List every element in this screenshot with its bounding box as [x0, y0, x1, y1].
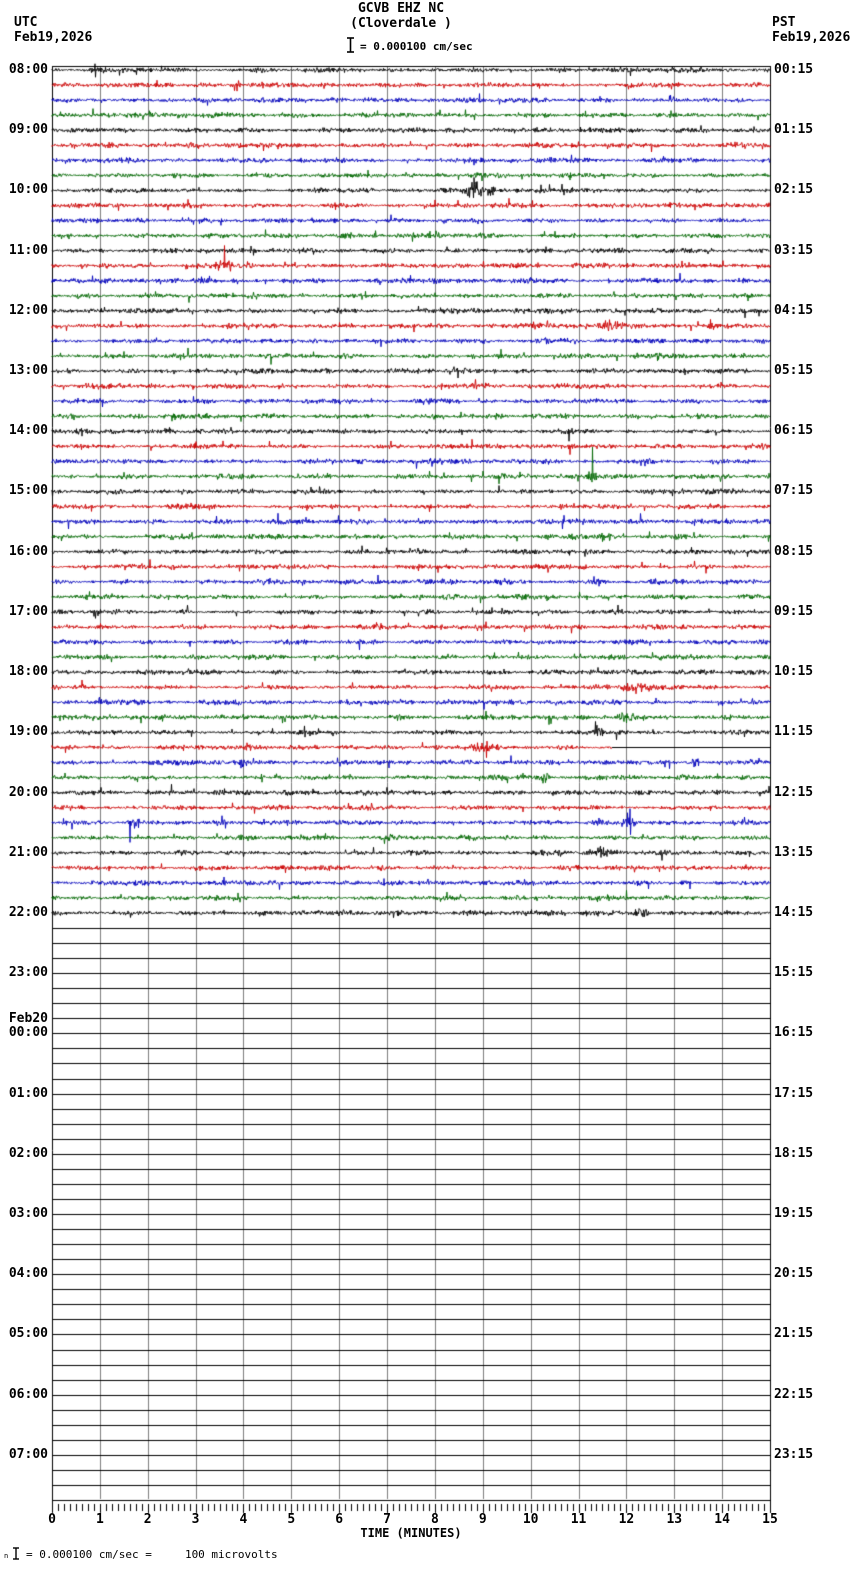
utc-hour-label: 08:00 [8, 62, 48, 77]
utc-hour-label: 03:00 [8, 1206, 48, 1222]
x-tick-label: 5 [287, 1512, 296, 1527]
pst-hour-label: 23:15 [774, 1446, 814, 1462]
utc-hour-label: 14:00 [8, 423, 48, 439]
pst-hour-label: 17:15 [774, 1085, 814, 1101]
pst-hour-label: 05:15 [774, 363, 814, 379]
pst-hour-label: 06:15 [774, 423, 814, 439]
utc-hour-label: 18:00 [8, 664, 48, 680]
right-date: Feb19,2026 [772, 30, 850, 45]
footer-ibeam-icon [12, 1547, 20, 1560]
utc-date-rollover-label: Feb20 [8, 1011, 48, 1027]
utc-hour-label: 20:00 [8, 784, 48, 800]
scale-label: = 0.000100 cm/sec [360, 40, 473, 53]
pst-hour-label: 12:15 [774, 784, 814, 800]
right-timezone: PST [772, 15, 796, 30]
left-timezone: UTC [14, 15, 38, 30]
footer-tiny-mark: n [4, 1552, 9, 1560]
utc-hour-label: 22:00 [8, 904, 48, 920]
pst-hour-label: 04:15 [774, 302, 814, 318]
utc-hour-label: 02:00 [8, 1145, 48, 1161]
scale-ibeam-icon [346, 37, 355, 53]
utc-hour-label: 06:00 [8, 1386, 48, 1402]
x-tick-label: 13 [666, 1512, 683, 1527]
pst-hour-label: 14:15 [774, 904, 814, 920]
utc-hour-label: 04:00 [8, 1266, 48, 1282]
x-tick-label: 3 [191, 1512, 200, 1527]
utc-hour-label: 07:00 [8, 1446, 48, 1462]
x-tick-label: 4 [239, 1512, 248, 1527]
utc-hour-label: 11:00 [8, 242, 48, 258]
utc-hour-label: 21:00 [8, 844, 48, 860]
pst-hour-label: 15:15 [774, 965, 814, 981]
utc-hour-label: 13:00 [8, 363, 48, 379]
pst-hour-label: 02:15 [774, 182, 814, 198]
x-tick-label: 0 [48, 1512, 56, 1527]
pst-hour-label: 01:15 [774, 122, 814, 138]
x-tick-label: 2 [143, 1512, 152, 1527]
x-tick-label: 11 [570, 1512, 587, 1527]
pst-hour-label: 21:15 [774, 1326, 814, 1342]
x-tick-label: 1 [95, 1512, 104, 1527]
utc-hour-label: 10:00 [8, 182, 48, 198]
utc-hour-label: 09:00 [8, 122, 48, 138]
pst-hour-label: 00:15 [774, 62, 814, 77]
pst-hour-label: 10:15 [774, 664, 814, 680]
x-axis-title: TIME (MINUTES) [360, 1526, 462, 1540]
footer-scale-text: = 0.000100 cm/sec = 100 microvolts [26, 1548, 278, 1561]
x-tick-label: 9 [478, 1512, 487, 1527]
pst-hour-label: 13:15 [774, 844, 814, 860]
left-date: Feb19,2026 [14, 30, 93, 45]
pst-hour-label: 19:15 [774, 1206, 814, 1222]
station-location: (Cloverdale ) [350, 16, 452, 31]
utc-hour-label: 17:00 [8, 603, 48, 619]
pst-hour-label: 07:15 [774, 483, 814, 499]
page-title: GCVB EHZ NC [357, 1, 445, 16]
pst-hour-label: 18:15 [774, 1145, 814, 1161]
utc-hour-label: 05:00 [8, 1326, 48, 1342]
utc-hour-label: 23:00 [8, 965, 48, 981]
utc-hour-label: 19:00 [8, 724, 48, 740]
x-tick-label: 10 [522, 1512, 539, 1527]
pst-hour-label: 22:15 [774, 1386, 814, 1402]
pst-hour-label: 11:15 [774, 724, 814, 740]
x-tick-label: 15 [762, 1512, 778, 1527]
x-tick-label: 14 [714, 1512, 730, 1527]
utc-hour-label: 15:00 [8, 483, 48, 499]
utc-hour-label: 12:00 [8, 302, 48, 318]
utc-hour-label: 00:00 [8, 1025, 48, 1041]
x-tick-label: 8 [431, 1512, 439, 1527]
x-tick-label: 7 [383, 1512, 391, 1527]
pst-hour-label: 20:15 [774, 1266, 814, 1282]
utc-hour-label: 01:00 [8, 1085, 48, 1101]
pst-hour-label: 08:15 [774, 543, 814, 559]
utc-hour-label: 16:00 [8, 543, 48, 559]
pst-hour-label: 03:15 [774, 242, 814, 258]
x-tick-label: 6 [335, 1512, 344, 1527]
pst-hour-label: 09:15 [774, 603, 814, 619]
pst-hour-label: 16:15 [774, 1025, 814, 1041]
x-tick-label: 12 [618, 1512, 635, 1527]
